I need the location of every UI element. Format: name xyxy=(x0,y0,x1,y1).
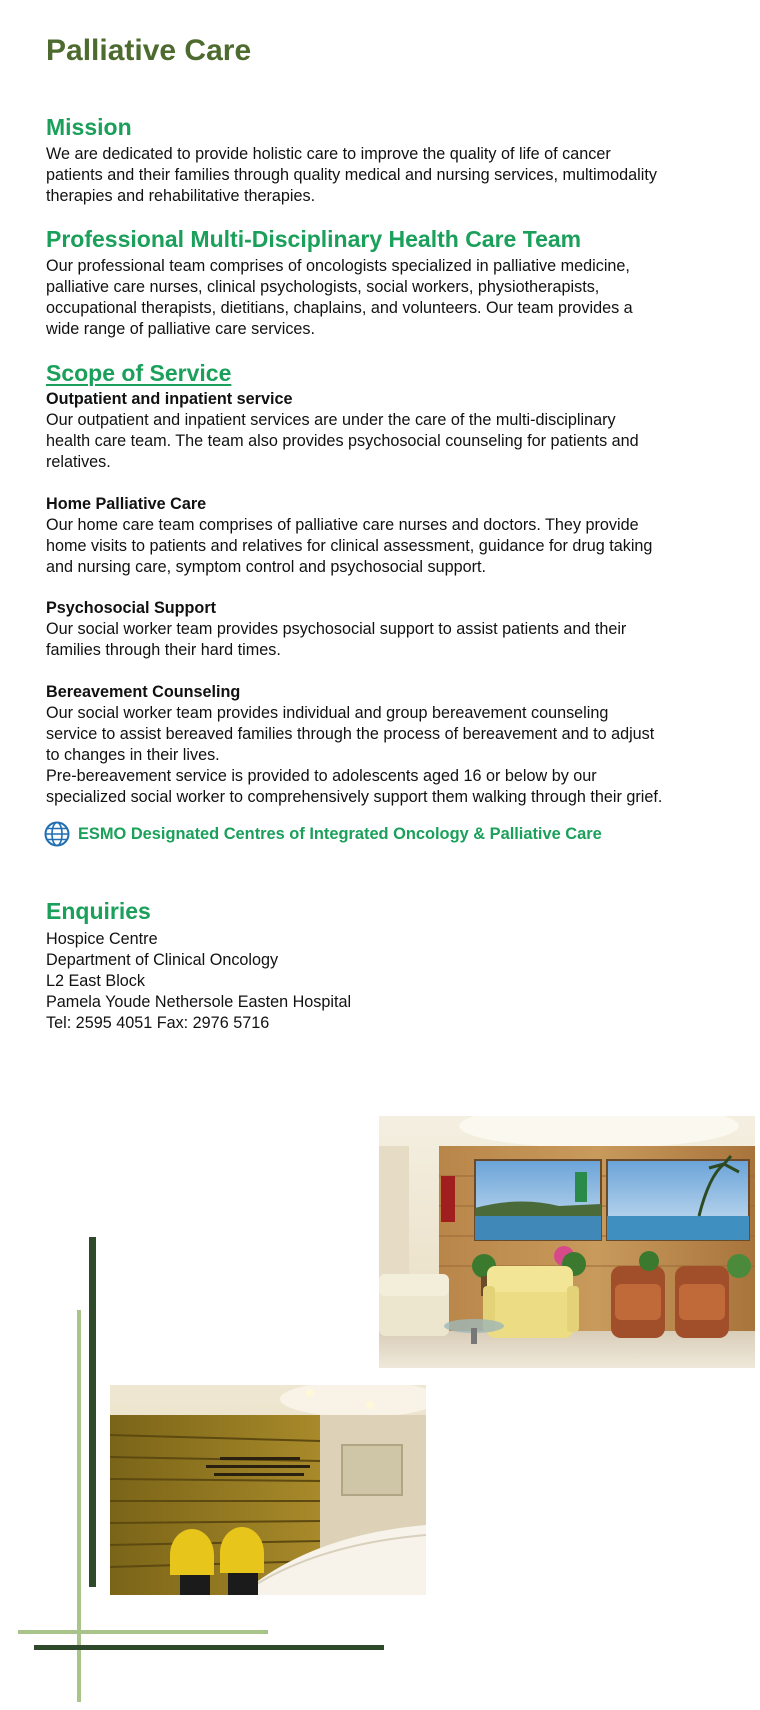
service-line: service to assist bereaved families through the process of bereavement and to adjust xyxy=(46,725,655,743)
team-heading: Professional Multi-Disciplinary Health Care Team xyxy=(46,226,582,252)
service-line: Our social worker team provides psychosocial support to assist patients and their xyxy=(46,620,627,638)
mission-line: therapies and rehabilitative therapies. xyxy=(46,187,316,205)
reception-photo xyxy=(110,1385,426,1595)
service-line: Our home care team comprises of palliative care nurses and doctors. They provide xyxy=(46,516,639,534)
mission-line: patients and their families through quality medical and nursing services, multimodality xyxy=(46,166,657,184)
service-line: to changes in their lives. xyxy=(46,746,220,764)
service-line: relatives. xyxy=(46,453,111,471)
service-line: and nursing care, symptom control and psychosocial support. xyxy=(46,558,486,576)
team-line: palliative care nurses, clinical psychologists, social workers, physiotherapists, xyxy=(46,278,600,296)
service-line: Our outpatient and inpatient services are under the care of the multi-disciplinary xyxy=(46,411,616,429)
service-title-outpatient: Outpatient and inpatient service xyxy=(46,390,293,408)
esmo-link[interactable] xyxy=(44,821,602,847)
enquiries-line: Hospice Centre xyxy=(46,930,158,948)
team-line: occupational therapists, dietitians, chaplains, and volunteers. Our team provides a xyxy=(46,299,633,317)
enquiries-contact: Tel: 2595 4051 Fax: 2976 5716 xyxy=(46,1014,270,1032)
service-line: Our social worker team provides individual and group bereavement counseling xyxy=(46,704,609,722)
decorative-horizontal-line-dark xyxy=(34,1645,384,1650)
decorative-vertical-line-dark xyxy=(89,1237,96,1587)
team-line: Our professional team comprises of oncologists specialized in palliative medicine, xyxy=(46,257,630,275)
service-line: health care team. The team also provides psychosocial counseling for patients and xyxy=(46,432,639,450)
service-line: families through their hard times. xyxy=(46,641,281,659)
enquiries-line: Pamela Youde Nethersole Easten Hospital xyxy=(46,993,352,1011)
service-line: home visits to patients and relatives for clinical assessment, guidance for drug taking xyxy=(46,537,653,555)
enquiries-line: Department of Clinical Oncology xyxy=(46,951,279,969)
service-text-bereavement xyxy=(46,703,726,808)
page-title: Palliative Care xyxy=(46,34,252,67)
lounge-photo xyxy=(379,1116,755,1368)
service-title-bereavement: Bereavement Counseling xyxy=(46,683,241,701)
globe-icon xyxy=(44,821,70,847)
team-text xyxy=(46,256,726,340)
service-title-psychosocial: Psychosocial Support xyxy=(46,599,217,617)
service-text-home-care xyxy=(46,515,726,578)
mission-text xyxy=(46,144,726,207)
decorative-vertical-line-light xyxy=(77,1310,81,1702)
service-text-outpatient xyxy=(46,410,726,473)
service-text-psychosocial xyxy=(46,619,726,661)
decorative-horizontal-line-light xyxy=(18,1630,268,1634)
service-line: specialized social worker to comprehensively support them walking through their grief. xyxy=(46,788,663,806)
service-line: Pre-bereavement service is provided to adolescents aged 16 or below by our xyxy=(46,767,597,785)
mission-heading: Mission xyxy=(46,114,132,140)
team-line: wide range of palliative care services. xyxy=(46,320,316,338)
enquiries-line: L2 East Block xyxy=(46,972,145,990)
service-title-home-care: Home Palliative Care xyxy=(46,495,207,513)
scope-heading: Scope of Service xyxy=(46,360,232,386)
enquiries-heading: Enquiries xyxy=(46,898,151,924)
mission-line: We are dedicated to provide holistic care to improve the quality of life of cancer xyxy=(46,145,611,163)
esmo-link-label[interactable]: ESMO Designated Centres of Integrated Oncology & Palliative Care xyxy=(78,824,602,843)
